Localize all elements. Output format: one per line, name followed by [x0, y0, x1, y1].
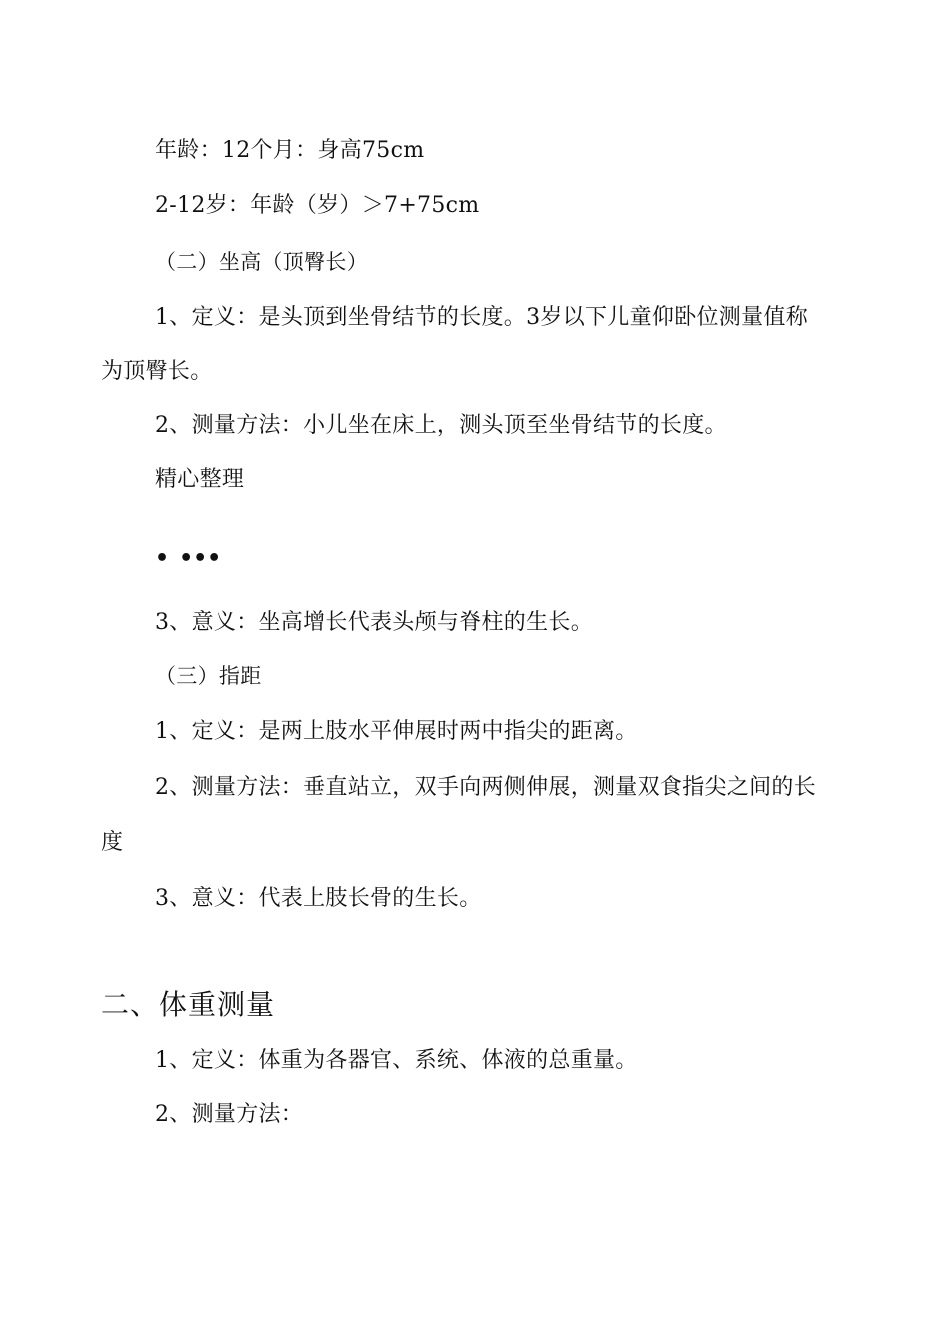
- sitting-meaning-line: 3、意义：坐高增长代表头颅与脊柱的生长。: [155, 610, 593, 635]
- weight-section-heading: 二、体重测量: [101, 988, 276, 1021]
- bullet-single: •: [155, 546, 170, 571]
- age-2-to-12-line: 2-12岁：年龄（岁）＞7+75cm: [155, 193, 480, 218]
- sitting-height-subheading: （二）坐高（顶臀长）: [155, 250, 368, 274]
- sitting-method-line: 2、测量方法：小儿坐在床上，测头顶至坐骨结节的长度。: [155, 413, 727, 438]
- arm-span-meaning-line: 3、意义：代表上肢长骨的生长。: [155, 886, 482, 911]
- sitting-definition-line-2: 为顶臀长。: [101, 359, 213, 384]
- bullet-marks: [155, 545, 221, 573]
- sitting-definition-line-1: 1、定义：是头顶到坐骨结节的长度。3岁以下儿童仰卧位测量值称: [155, 305, 808, 330]
- weight-definition-line: 1、定义：体重为各器官、系统、体液的总重量。: [155, 1048, 638, 1073]
- page-note: 精心整理: [155, 467, 245, 492]
- arm-span-method-line-1: 2、测量方法：垂直站立，双手向两侧伸展，测量双食指尖之间的长: [155, 775, 816, 800]
- weight-method-line: 2、测量方法：: [155, 1102, 304, 1127]
- bullet-triple: •••: [179, 546, 222, 571]
- arm-span-subheading: （三）指距: [155, 664, 262, 688]
- arm-span-method-line-2: 度: [101, 830, 124, 855]
- age-12-months-line: 年龄：12个月：身高75cm: [155, 138, 425, 163]
- arm-span-definition-line: 1、定义：是两上肢水平伸展时两中指尖的距离。: [155, 719, 638, 744]
